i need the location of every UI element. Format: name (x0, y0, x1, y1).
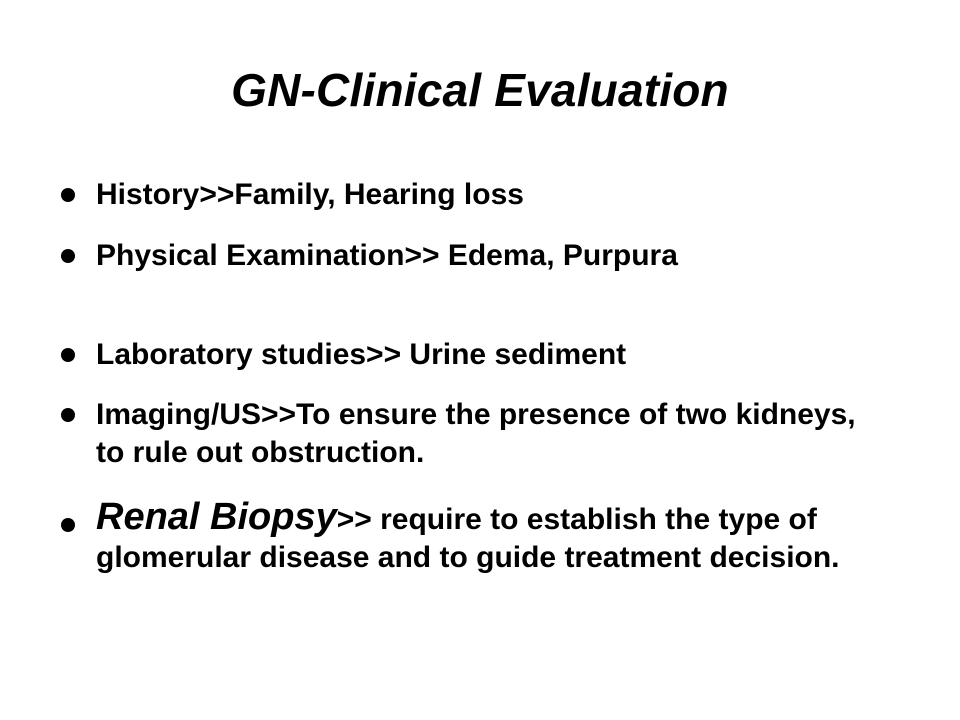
bullet-dot-icon (61, 408, 75, 422)
bullet-dot-icon (61, 348, 75, 362)
bullet-dot-icon (61, 188, 75, 202)
bullet-text: Laboratory studies>> Urine sediment (96, 338, 627, 371)
bullet-item-imaging (96, 396, 886, 472)
bullet-item-history (96, 176, 886, 214)
bullet-text: Physical Examination>> Edema, Purpura (96, 239, 678, 272)
bullet-text: >> require to establish the type of glomerular disease and to guide treatment decision. (96, 503, 840, 574)
bullet-dot-icon (61, 249, 75, 263)
bullet-item-renal-biopsy (96, 498, 886, 577)
bullet-text: History>>Family, Hearing loss (96, 178, 524, 211)
bullet-dot-icon (61, 518, 75, 532)
bullet-item-physical-examination (96, 237, 886, 275)
bullet-emphasis-text: Renal Biopsy (96, 496, 337, 538)
bullet-item-laboratory-studies (96, 336, 886, 374)
slide-title: GN-Clinical Evaluation (231, 64, 729, 116)
bullet-text: Imaging/US>>To ensure the presence of two kidneys, to rule out obstruction. (96, 398, 856, 469)
